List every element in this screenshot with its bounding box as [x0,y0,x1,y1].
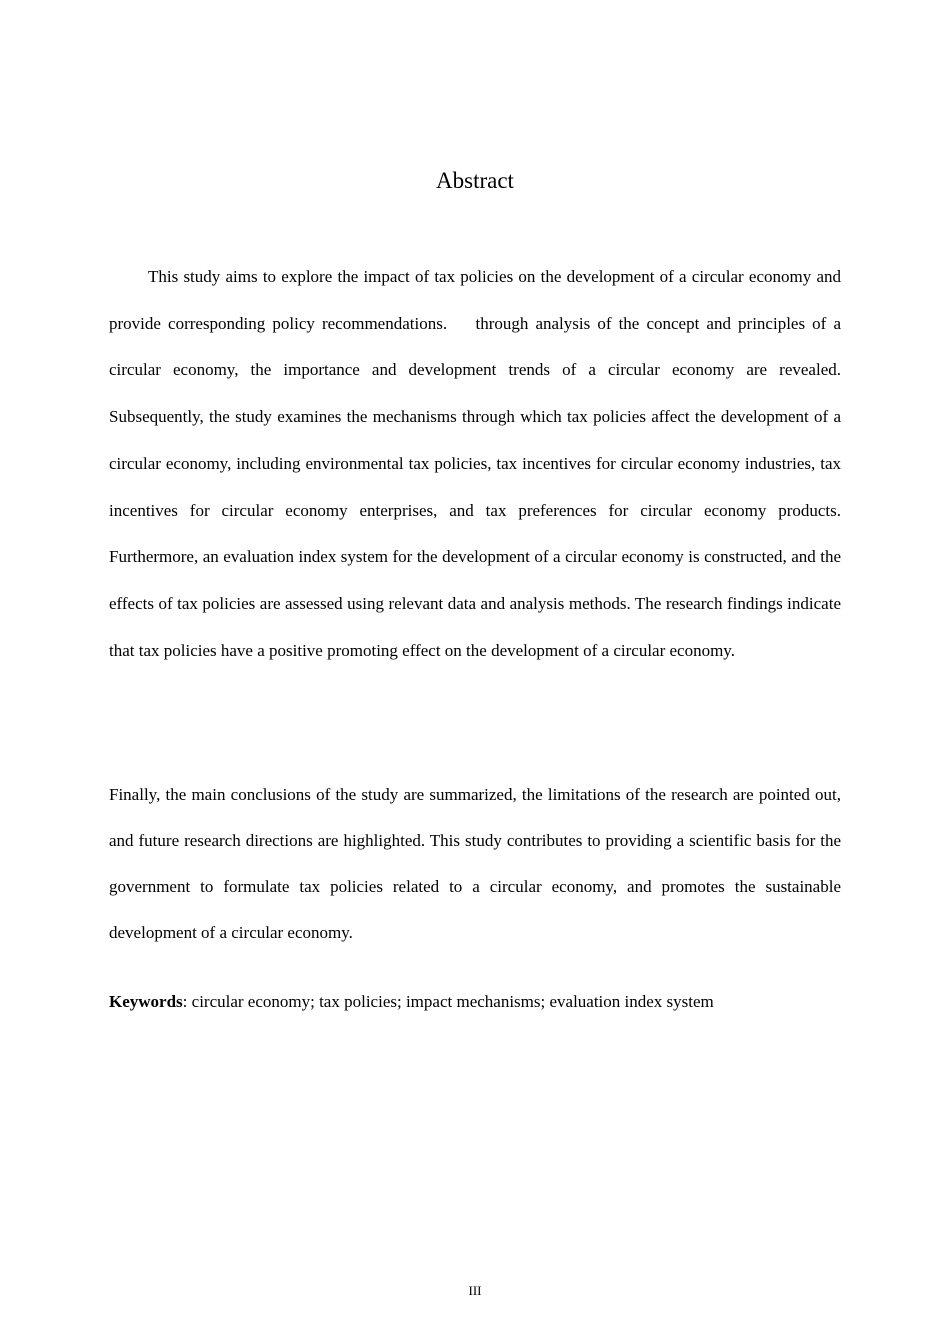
abstract-paragraph-2: Finally, the main conclusions of the study are summarized, the limitations of the research are pointed out, and future research directions are highlighted. This study contributes to providing a scientific basis for the government to formulate tax policies related to a circular economy, and promotes the sustainable development of a circular economy. [109,785,841,942]
keywords-label: Keywords [109,992,183,1011]
abstract-title: Abstract [436,168,514,193]
keywords-line [109,988,869,1016]
abstract-paragraph-1: This study aims to explore the impact of tax policies on the development of a circular economy and provide corresponding policy recommendations. through analysis of the concept and principles of a circular economy, the importance and development trends of a circular economy are revealed. Subsequently, the study examines the mechanisms through which tax policies affect the development of a circular economy, including environmental tax policies, tax incentives for circular economy industries, tax incentives for circular economy enterprises, and tax preferences for circular economy products. Furthermore, an evaluation index system for the development of a circular economy is constructed, and the effects of tax policies are assessed using relevant data and analysis methods. The research findings indicate that tax policies have a positive promoting effect on the development of a circular economy. [109,267,841,660]
page-number: III [468,1283,482,1298]
keywords-list: : circular economy; tax policies; impact mechanisms; evaluation index system [182,992,714,1011]
